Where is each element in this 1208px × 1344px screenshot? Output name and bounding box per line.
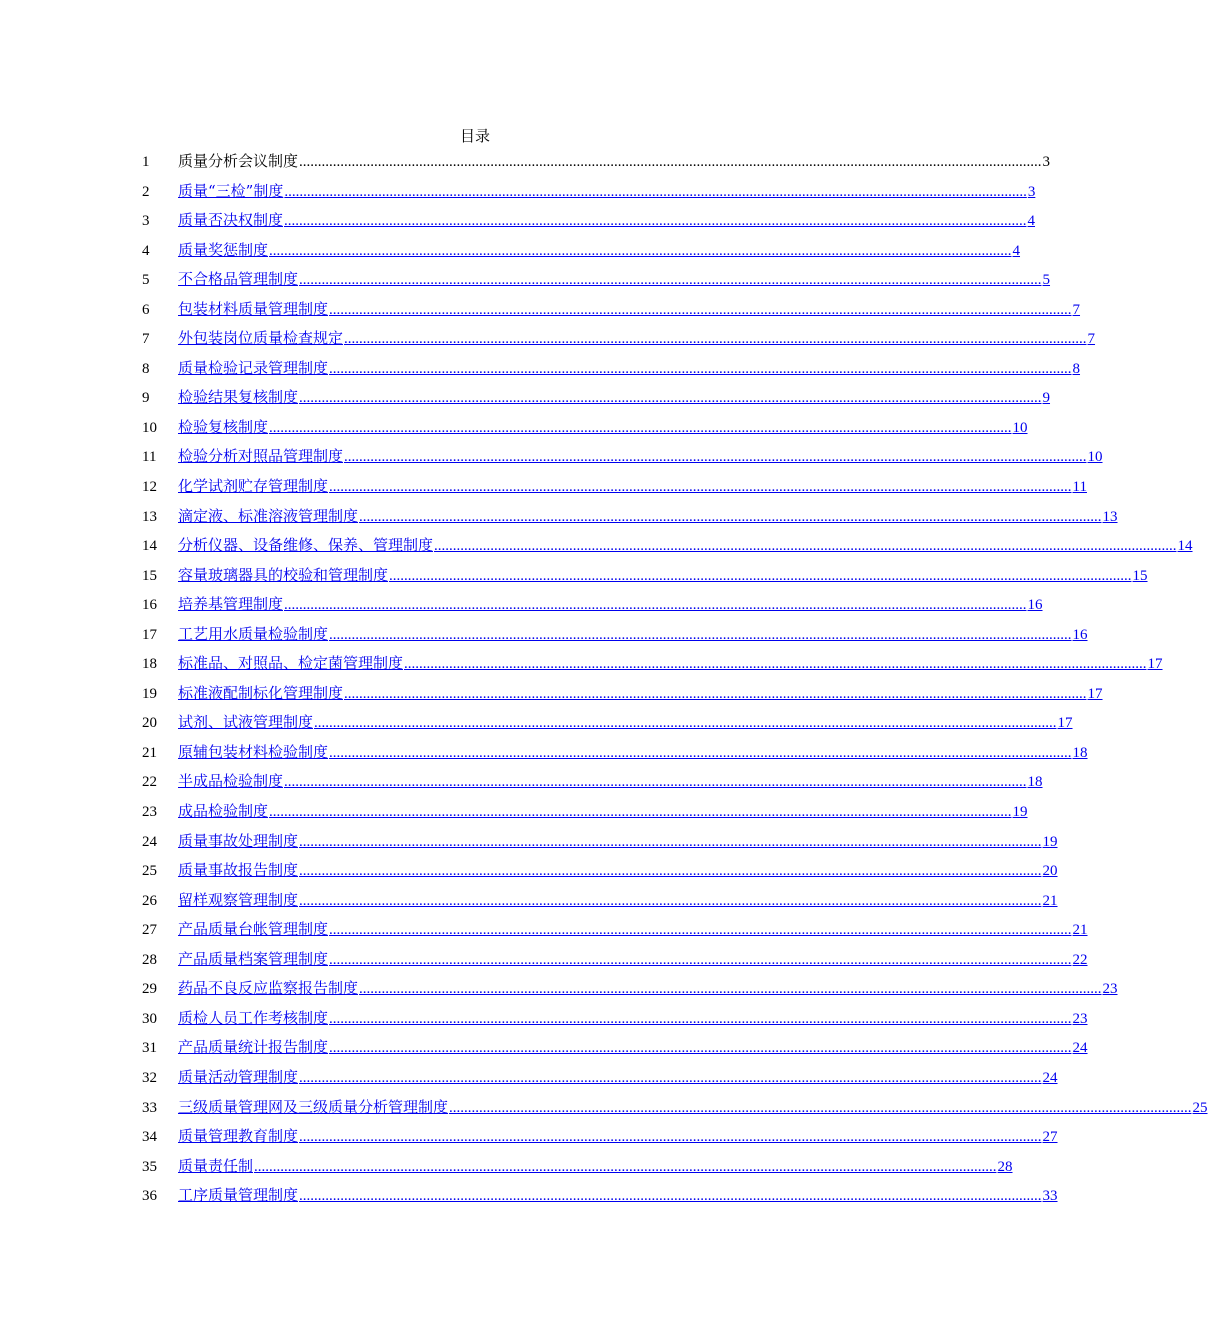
toc-entry-leader-dots: ...................................................................................................................................................................................................... <box>329 301 1072 318</box>
toc-entry-link[interactable] <box>178 1184 1058 1207</box>
toc-entry <box>142 623 1088 653</box>
toc-entry-page-number: 27 <box>1042 1129 1058 1146</box>
toc-entry <box>142 1184 1058 1214</box>
toc-entry <box>142 564 1148 594</box>
toc-entry-link[interactable] <box>178 268 1051 291</box>
toc-entry-leader-dots: ...................................................................................................................................................................................................... <box>284 213 1027 230</box>
toc-entry-page-number: 23 <box>1102 981 1118 998</box>
toc-entry-number: 15 <box>142 567 157 584</box>
toc-entry-link[interactable] <box>178 180 1036 203</box>
toc-entry <box>142 593 1043 623</box>
toc-entry <box>142 386 1051 416</box>
toc-entry-number: 9 <box>142 390 150 407</box>
toc-entry <box>142 977 1118 1007</box>
toc-entry-leader-dots: ...................................................................................................................................................................................................... <box>359 981 1102 998</box>
toc-entry-title: 质量管理教育制度 <box>178 1127 299 1146</box>
toc-entry-leader-dots: ...................................................................................................................................................................................................... <box>329 479 1072 496</box>
toc-entry-title: 质量否决权制度 <box>178 211 284 230</box>
toc-entry-leader-dots: ...................................................................................................................................................................................................... <box>284 183 1027 200</box>
toc-entry-number: 10 <box>142 419 157 436</box>
toc-entry-leader-dots: ...................................................................................................................................................................................................... <box>314 715 1057 732</box>
toc-entry <box>142 948 1088 978</box>
toc-entry-leader-dots: ...................................................................................................................................................................................................... <box>329 360 1072 377</box>
toc-entry-page-number: 3 <box>1042 154 1051 170</box>
toc-entry-number: 2 <box>142 183 150 200</box>
toc-entry-number: 8 <box>142 360 150 377</box>
toc-entry-page-number: 19 <box>1042 833 1058 850</box>
toc-entry-link[interactable] <box>178 505 1118 528</box>
toc-entry <box>142 652 1163 682</box>
toc-entry-title: 外包装岗位质量检查规定 <box>178 329 344 348</box>
toc-entry-page-number: 21 <box>1072 922 1088 939</box>
toc-entry <box>142 1096 1208 1126</box>
toc-entry-page-number: 11 <box>1072 479 1087 496</box>
toc-entry-leader-dots: ...................................................................................................................................................................................................... <box>299 833 1042 850</box>
toc-entry-title: 产品质量统计报告制度 <box>178 1038 329 1057</box>
toc-entry-leader-dots: ...................................................................................................................................................................................................... <box>299 1188 1042 1205</box>
toc-entry-link[interactable] <box>178 1036 1088 1059</box>
toc-entry-number: 13 <box>142 508 157 525</box>
toc-entry-link[interactable] <box>178 1125 1058 1148</box>
toc-entry-number: 22 <box>142 774 157 791</box>
toc-entry-page-number: 10 <box>1087 449 1103 466</box>
toc-entry-page-number: 9 <box>1042 390 1051 407</box>
toc-entry-leader-dots: ...................................................................................................................................................................................................... <box>344 449 1087 466</box>
toc-entry-number: 27 <box>142 922 157 939</box>
toc-entry-page-number: 8 <box>1072 360 1081 377</box>
toc-entry-title: 三级质量管理网及三级质量分析管理制度 <box>178 1097 449 1116</box>
toc-entry-link[interactable] <box>178 1007 1088 1030</box>
toc-entry-page-number: 23 <box>1072 1010 1088 1027</box>
toc-entry-link[interactable] <box>178 534 1193 557</box>
toc-entry-page-number: 18 <box>1072 744 1088 761</box>
toc-entry-page-number: 17 <box>1057 715 1073 732</box>
toc-entry-link[interactable] <box>178 327 1096 350</box>
toc-entry-leader-dots: ...................................................................................................................................................................................................... <box>389 567 1132 584</box>
toc-entry-page-number: 19 <box>1012 804 1028 821</box>
toc-entry-leader-dots: ...................................................................................................................................................................................................... <box>359 508 1102 525</box>
toc-entry-link[interactable] <box>178 475 1087 498</box>
toc-entry-title: 质量责任制 <box>178 1156 254 1175</box>
toc-entry-leader-dots: ...................................................................................................................................................................................................... <box>299 1129 1042 1146</box>
toc-entry-link[interactable] <box>178 830 1058 853</box>
toc-entry-link[interactable] <box>178 150 1051 173</box>
toc-entry-leader-dots: ...................................................................................................................................................................................................... <box>329 626 1072 643</box>
toc-entry-page-number: 22 <box>1072 951 1088 968</box>
toc-entry-title: 标准品、对照品、检定菌管理制度 <box>178 654 404 673</box>
toc-entry-page-number: 16 <box>1027 597 1043 614</box>
toc-entry-page-number: 28 <box>997 1158 1013 1175</box>
toc-entry-number: 34 <box>142 1129 157 1146</box>
toc-entry-link[interactable] <box>178 386 1051 409</box>
toc-entry <box>142 239 1021 269</box>
toc-entry-link[interactable] <box>178 416 1028 439</box>
toc-entry-link[interactable] <box>178 357 1081 380</box>
toc-entry-page-number: 15 <box>1132 567 1148 584</box>
toc-entry-page-number: 20 <box>1042 863 1058 880</box>
toc-entry-page-number: 24 <box>1072 1040 1088 1057</box>
toc-entry-number: 20 <box>142 715 157 732</box>
toc-entry <box>142 298 1081 328</box>
toc-entry-leader-dots: ...................................................................................................................................................................................................... <box>269 242 1012 259</box>
toc-entry-title: 检验分析对照品管理制度 <box>178 447 344 466</box>
toc-entry-link[interactable] <box>178 918 1088 941</box>
toc-entry-link[interactable] <box>178 800 1028 823</box>
toc-entry-title: 培养基管理制度 <box>178 595 284 614</box>
toc-entry-link[interactable] <box>178 298 1081 321</box>
toc-entry-leader-dots: ...................................................................................................................................................................................................... <box>329 922 1072 939</box>
toc-entry-page-number: 14 <box>1177 538 1193 555</box>
toc-entry-number: 28 <box>142 951 157 968</box>
toc-entry-link[interactable] <box>178 1066 1058 1089</box>
toc-entry-number: 12 <box>142 479 157 496</box>
toc-entry-leader-dots: ...................................................................................................................................................................................................... <box>299 154 1042 170</box>
toc-entry-page-number: 17 <box>1087 685 1103 702</box>
toc-entry <box>142 475 1087 505</box>
toc-entry-page-number: 7 <box>1072 301 1081 318</box>
toc-entry-page-number: 17 <box>1147 656 1163 673</box>
toc-entry-page-number: 25 <box>1192 1099 1208 1116</box>
toc-entry-title: 不合格品管理制度 <box>178 270 299 289</box>
toc-entry-page-number: 18 <box>1027 774 1043 791</box>
toc-entry-title: 滴定液、标准溶液管理制度 <box>178 506 359 525</box>
toc-entry-number: 11 <box>142 449 157 466</box>
toc-entry-title: 工艺用水质量检验制度 <box>178 624 329 643</box>
toc-entry-title: 工序质量管理制度 <box>178 1186 299 1205</box>
toc-entry <box>142 209 1036 239</box>
toc-entry <box>142 505 1118 535</box>
toc-entry-leader-dots: ...................................................................................................................................................................................................... <box>299 892 1042 909</box>
toc-entry <box>142 1125 1058 1155</box>
toc-entry-leader-dots: ...................................................................................................................................................................................................... <box>269 804 1012 821</box>
toc-entry-leader-dots: ...................................................................................................................................................................................................... <box>269 419 1012 436</box>
toc-list <box>142 150 1208 1214</box>
toc-entry-number: 16 <box>142 597 157 614</box>
toc-entry-number: 24 <box>142 833 157 850</box>
toc-entry-page-number: 10 <box>1012 419 1028 436</box>
toc-entry-link[interactable] <box>178 770 1043 793</box>
toc-entry-link[interactable] <box>178 445 1103 468</box>
toc-entry <box>142 534 1193 564</box>
toc-entry <box>142 1036 1088 1066</box>
toc-entry-page-number: 3 <box>1027 183 1036 200</box>
toc-entry-leader-dots: ...................................................................................................................................................................................................... <box>299 390 1042 407</box>
toc-entry-number: 35 <box>142 1158 157 1175</box>
toc-entry <box>142 445 1103 475</box>
toc-entry-title: 留样观察管理制度 <box>178 890 299 909</box>
toc-entry <box>142 1007 1088 1037</box>
toc-entry-link[interactable] <box>178 239 1021 262</box>
toc-entry-number: 19 <box>142 685 157 702</box>
toc-entry-link[interactable] <box>178 741 1088 764</box>
toc-entry-title: 检验复核制度 <box>178 417 269 436</box>
toc-entry <box>142 682 1103 712</box>
toc-entry-link[interactable] <box>178 1155 1013 1178</box>
toc-entry-link[interactable] <box>178 859 1058 882</box>
toc-entry-leader-dots: ...................................................................................................................................................................................................... <box>299 1069 1042 1086</box>
toc-entry-link[interactable] <box>178 977 1118 1000</box>
toc-entry-title: 质量活动管理制度 <box>178 1067 299 1086</box>
toc-entry-number: 32 <box>142 1069 157 1086</box>
toc-entry-page-number: 4 <box>1012 242 1021 259</box>
toc-entry-link[interactable] <box>178 593 1043 616</box>
toc-entry-number: 30 <box>142 1010 157 1027</box>
toc-entry-number: 29 <box>142 981 157 998</box>
toc-entry <box>142 770 1043 800</box>
toc-entry-title: 质量“三检”制度 <box>178 181 284 200</box>
toc-entry-leader-dots: ...................................................................................................................................................................................................... <box>329 1040 1072 1057</box>
toc-entry-title: 质量检验记录管理制度 <box>178 358 329 377</box>
toc-entry-title: 产品质量档案管理制度 <box>178 949 329 968</box>
toc-entry-title: 质检人员工作考核制度 <box>178 1008 329 1027</box>
toc-entry-title: 分析仪器、设备维修、保养、管理制度 <box>178 536 434 555</box>
toc-entry-leader-dots: ...................................................................................................................................................................................................... <box>329 1010 1072 1027</box>
toc-entry-title: 成品检验制度 <box>178 802 269 821</box>
toc-entry-link[interactable] <box>178 652 1163 675</box>
toc-entry-leader-dots: ...................................................................................................................................................................................................... <box>299 272 1042 289</box>
toc-entry-page-number: 7 <box>1087 331 1096 348</box>
toc-entry-page-number: 24 <box>1042 1069 1058 1086</box>
toc-entry-title: 产品质量台帐管理制度 <box>178 920 329 939</box>
toc-entry-number: 25 <box>142 863 157 880</box>
toc-entry-title: 质量事故处理制度 <box>178 831 299 850</box>
toc-entry-page-number: 13 <box>1102 508 1118 525</box>
toc-entry <box>142 859 1058 889</box>
toc-entry-title: 检验结果复核制度 <box>178 388 299 407</box>
toc-entry-title: 质量奖惩制度 <box>178 240 269 259</box>
toc-entry <box>142 800 1028 830</box>
toc-entry-title: 化学试剂贮存管理制度 <box>178 477 329 496</box>
toc-entry-page-number: 16 <box>1072 626 1088 643</box>
toc-entry-title: 包装材料质量管理制度 <box>178 299 329 318</box>
toc-entry <box>142 1066 1058 1096</box>
toc-entry <box>142 918 1088 948</box>
toc-entry-leader-dots: ...................................................................................................................................................................................................... <box>284 597 1027 614</box>
toc-entry <box>142 889 1058 919</box>
toc-entry-title: 标准液配制标化管理制度 <box>178 683 344 702</box>
toc-entry-page-number: 33 <box>1042 1188 1058 1205</box>
toc-entry-link[interactable] <box>178 1096 1208 1119</box>
toc-entry-number: 1 <box>142 154 150 170</box>
toc-entry-title: 容量玻璃器具的校验和管理制度 <box>178 565 389 584</box>
toc-entry-page-number: 4 <box>1027 213 1036 230</box>
toc-entry-title: 半成品检验制度 <box>178 772 284 791</box>
toc-entry-number: 36 <box>142 1188 157 1205</box>
toc-entry <box>142 711 1073 741</box>
toc-entry-link[interactable] <box>178 682 1103 705</box>
toc-entry-leader-dots: ...................................................................................................................................................................................................... <box>329 951 1072 968</box>
toc-entry-link[interactable] <box>178 889 1058 912</box>
toc-entry-leader-dots: ...................................................................................................................................................................................................... <box>434 538 1177 555</box>
toc-entry-leader-dots: ...................................................................................................................................................................................................... <box>449 1099 1192 1116</box>
toc-entry-title: 试剂、试液管理制度 <box>178 713 314 732</box>
toc-entry-title: 质量事故报告制度 <box>178 861 299 880</box>
toc-entry-leader-dots: ...................................................................................................................................................................................................... <box>344 331 1087 348</box>
toc-entry-number: 17 <box>142 626 157 643</box>
toc-entry-leader-dots: ...................................................................................................................................................................................................... <box>344 685 1087 702</box>
toc-entry <box>142 150 1051 180</box>
toc-entry-title: 质量分析会议制度 <box>178 152 299 170</box>
toc-entry-number: 6 <box>142 301 150 318</box>
toc-entry <box>142 416 1028 446</box>
toc-entry <box>142 741 1088 771</box>
toc-entry-link[interactable] <box>178 711 1073 734</box>
toc-entry-number: 3 <box>142 213 150 230</box>
toc-entry-link[interactable] <box>178 564 1148 587</box>
toc-entry <box>142 357 1081 387</box>
toc-entry-number: 26 <box>142 892 157 909</box>
toc-entry-number: 31 <box>142 1040 157 1057</box>
toc-title: 目录 <box>459 127 490 145</box>
toc-entry-number: 33 <box>142 1099 157 1116</box>
toc-entry <box>142 830 1058 860</box>
toc-entry-title: 药品不良反应监察报告制度 <box>178 979 359 998</box>
toc-entry-number: 21 <box>142 744 157 761</box>
toc-entry <box>142 180 1036 210</box>
toc-entry-leader-dots: ...................................................................................................................................................................................................... <box>299 863 1042 880</box>
toc-entry-number: 14 <box>142 538 157 555</box>
toc-entry-link[interactable] <box>178 209 1036 232</box>
toc-entry-title: 原辅包装材料检验制度 <box>178 742 329 761</box>
toc-entry-link[interactable] <box>178 623 1088 646</box>
toc-entry-number: 4 <box>142 242 150 259</box>
toc-entry-number: 5 <box>142 272 150 289</box>
toc-entry-number: 18 <box>142 656 157 673</box>
toc-entry <box>142 268 1051 298</box>
toc-entry <box>142 1155 1013 1185</box>
toc-entry <box>142 327 1096 357</box>
toc-entry-page-number: 5 <box>1042 272 1051 289</box>
toc-entry-leader-dots: ...................................................................................................................................................................................................... <box>254 1158 997 1175</box>
toc-entry-leader-dots: ...................................................................................................................................................................................................... <box>329 744 1072 761</box>
toc-entry-number: 23 <box>142 804 157 821</box>
toc-entry-number: 7 <box>142 331 150 348</box>
toc-entry-leader-dots: ...................................................................................................................................................................................................... <box>404 656 1147 673</box>
toc-entry-leader-dots: ...................................................................................................................................................................................................... <box>284 774 1027 791</box>
toc-entry-page-number: 21 <box>1042 892 1058 909</box>
toc-entry-link[interactable] <box>178 948 1088 971</box>
